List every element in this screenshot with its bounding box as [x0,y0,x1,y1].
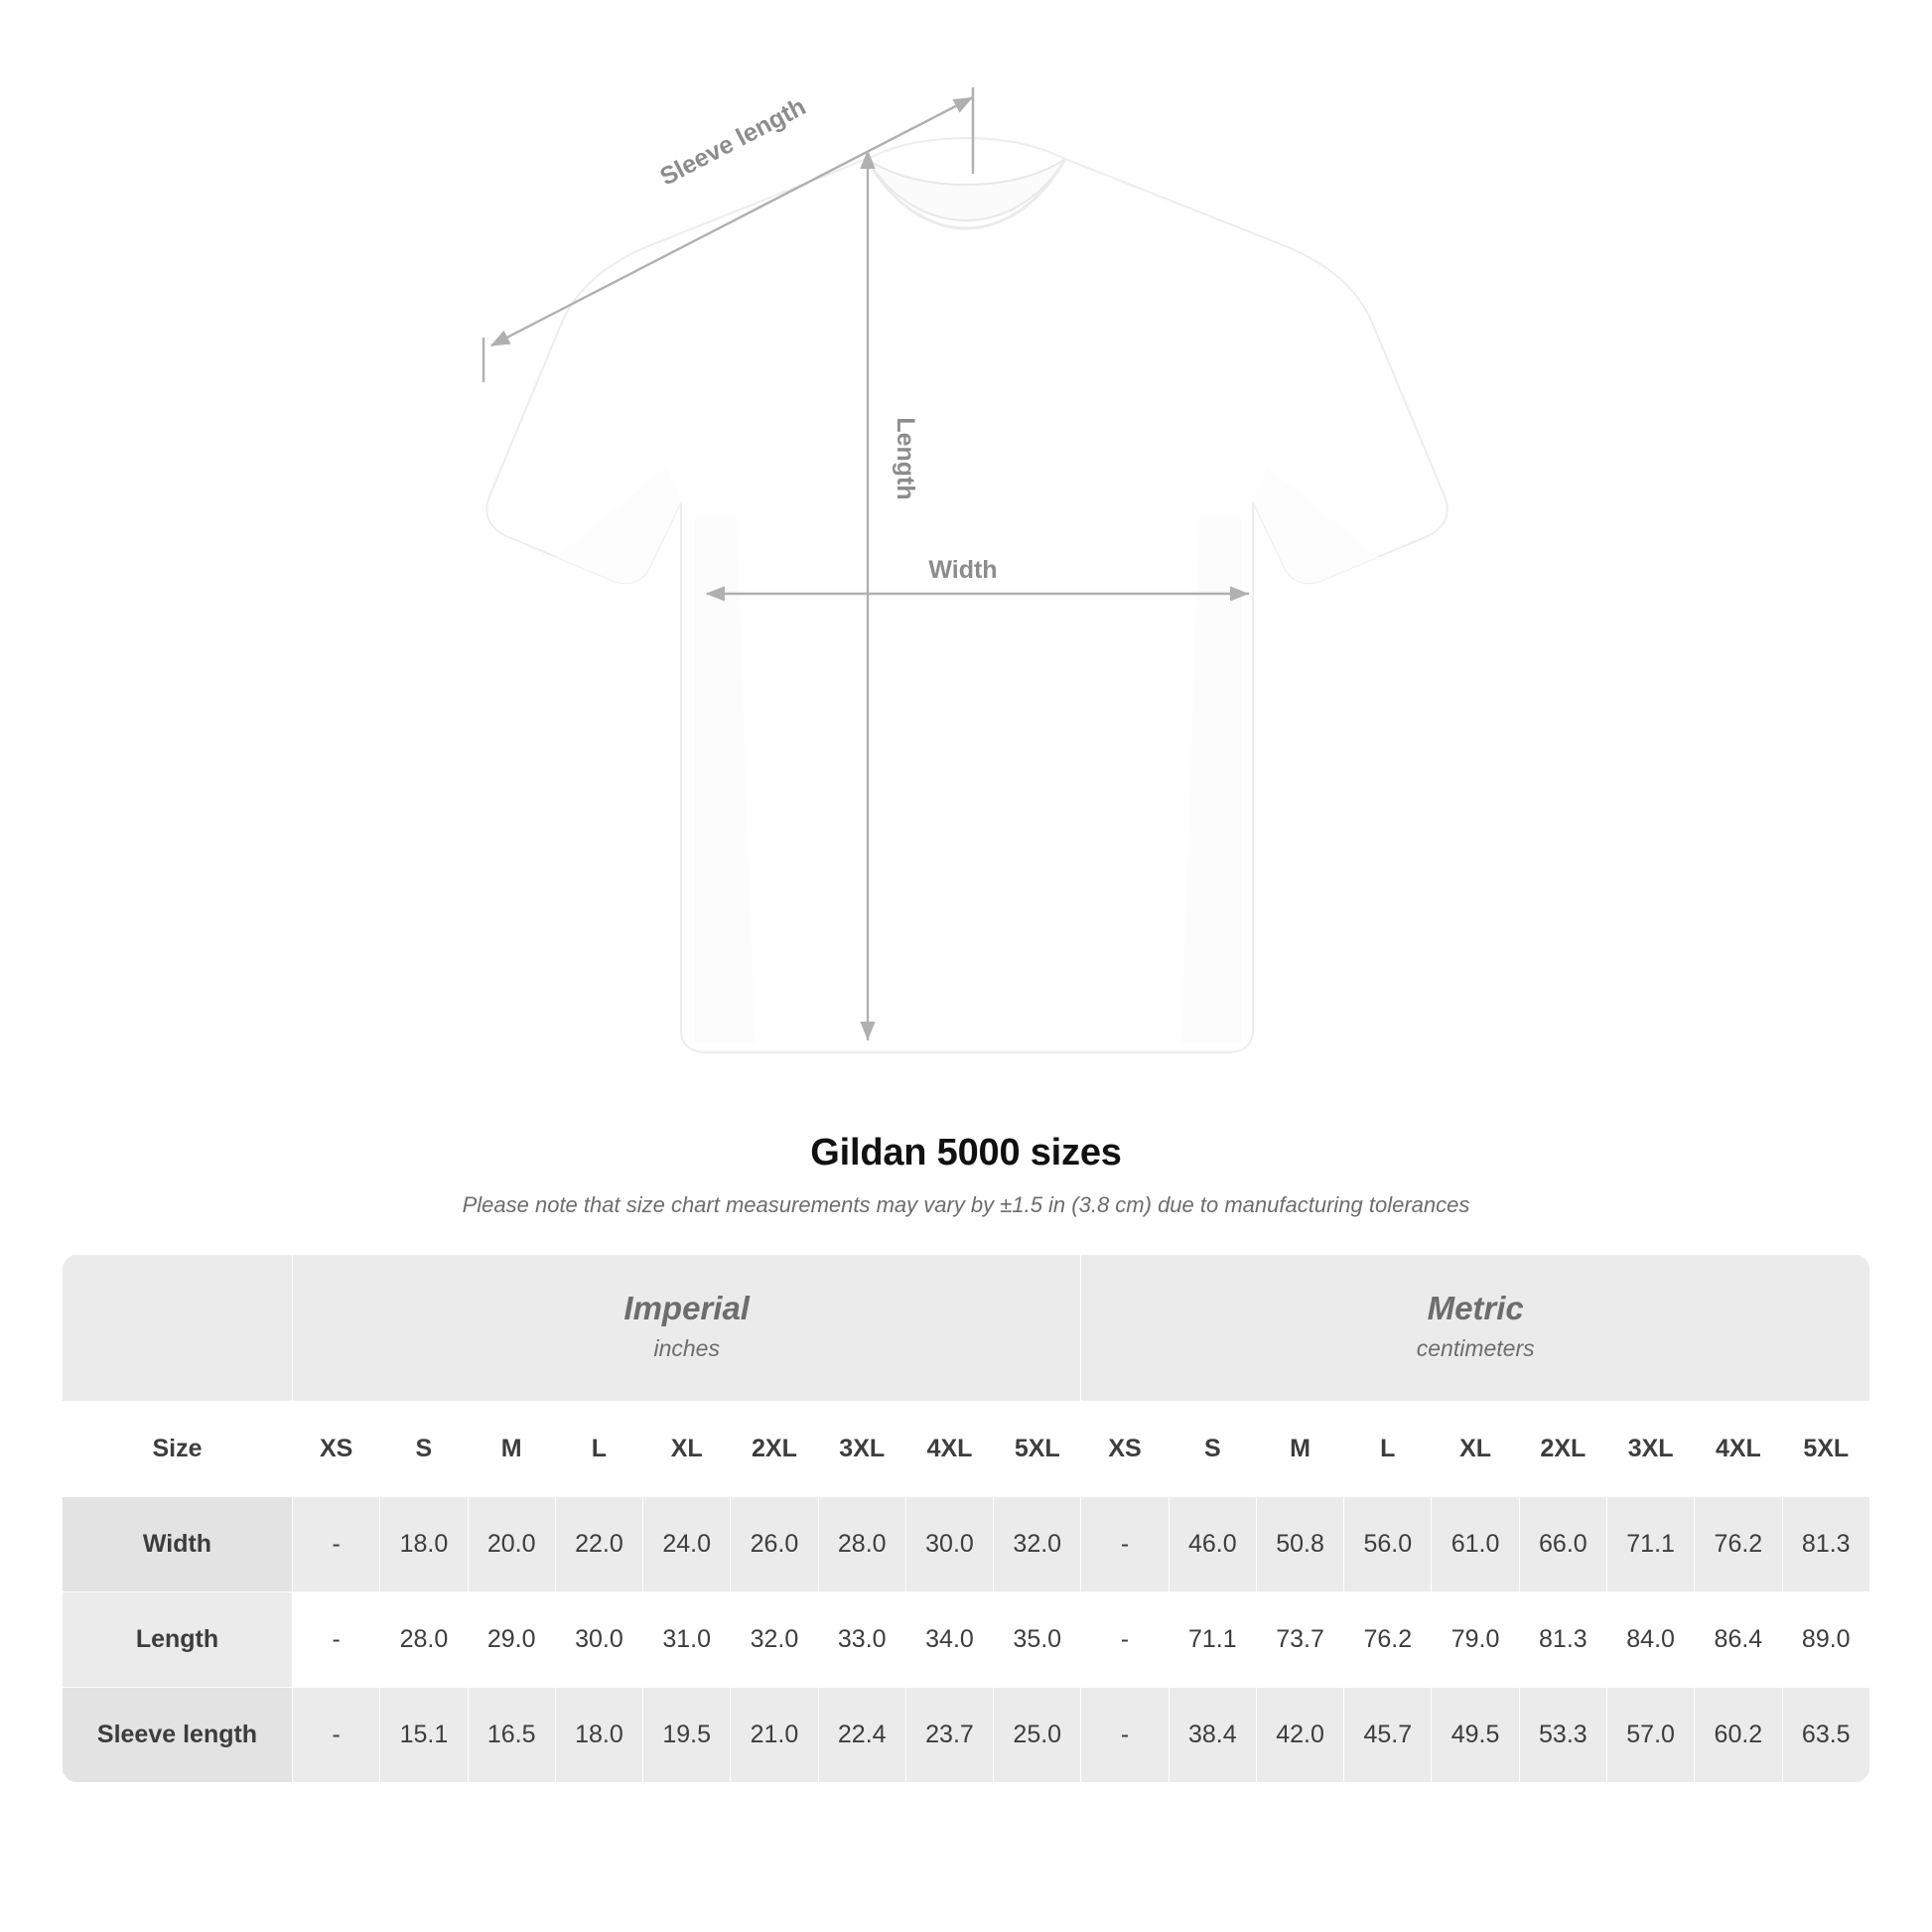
width-label: Width [928,556,998,584]
cell-sleeve-metric-xl: 49.5 [1432,1688,1519,1783]
unit-header-metric [1081,1255,1870,1402]
cell-length-metric-xl: 79.0 [1432,1592,1519,1688]
size-header-row [63,1402,1870,1497]
unit-header-imperial [293,1255,1081,1402]
size-header-metric-2xl: 2XL [1519,1402,1606,1497]
cell-width-metric-m: 50.8 [1256,1497,1343,1592]
cell-length-imperial-xs: - [293,1592,380,1688]
tshirt-shape [486,138,1447,1052]
cell-length-imperial-xl: 31.0 [643,1592,731,1688]
cell-sleeve-metric-3xl: 57.0 [1606,1688,1694,1783]
size-header-metric-5xl: 5XL [1782,1402,1869,1497]
cell-sleeve-metric-5xl: 63.5 [1782,1688,1869,1783]
unit-sub-metric: centimeters [1416,1334,1535,1361]
row-label-length: Length [63,1592,293,1688]
cell-sleeve-imperial-l: 18.0 [555,1688,642,1783]
size-header-imperial-xl: XL [643,1402,731,1497]
unit-sub-imperial: inches [653,1334,720,1361]
corner-cell [63,1255,293,1402]
unit-name-metric: Metric [1427,1289,1524,1326]
size-header-label: Size [63,1402,293,1497]
cell-width-imperial-s: 18.0 [380,1497,468,1592]
size-header-metric-xl: XL [1432,1402,1519,1497]
size-header-metric-3xl: 3XL [1606,1402,1694,1497]
cell-sleeve-metric-2xl: 53.3 [1519,1688,1606,1783]
cell-length-metric-4xl: 86.4 [1695,1592,1782,1688]
cell-sleeve-imperial-m: 16.5 [468,1688,555,1783]
size-header-imperial-4xl: 4XL [905,1402,993,1497]
size-header-imperial-l: L [555,1402,642,1497]
cell-length-imperial-l: 30.0 [555,1592,642,1688]
row-label-sleeve-length: Sleeve length [63,1688,293,1783]
cell-length-metric-5xl: 89.0 [1782,1592,1869,1688]
cell-length-imperial-2xl: 32.0 [731,1592,818,1688]
table-row-width [63,1497,1870,1592]
cell-width-metric-2xl: 66.0 [1519,1497,1606,1592]
size-header-imperial-2xl: 2XL [731,1402,818,1497]
unit-name-imperial: Imperial [623,1289,750,1326]
cell-sleeve-imperial-xl: 19.5 [643,1688,731,1783]
cell-length-imperial-3xl: 33.0 [818,1592,905,1688]
cell-length-imperial-5xl: 35.0 [994,1592,1081,1688]
cell-sleeve-imperial-5xl: 25.0 [994,1688,1081,1783]
table-row-length [63,1592,1870,1688]
cell-width-metric-4xl: 76.2 [1695,1497,1782,1592]
cell-width-metric-5xl: 81.3 [1782,1497,1869,1592]
cell-width-imperial-m: 20.0 [468,1497,555,1592]
cell-width-metric-xs: - [1081,1497,1169,1592]
cell-sleeve-imperial-4xl: 23.7 [905,1688,993,1783]
size-header-metric-s: S [1169,1402,1256,1497]
row-label-width: Width [63,1497,293,1592]
cell-width-imperial-2xl: 26.0 [731,1497,818,1592]
cell-sleeve-metric-s: 38.4 [1169,1688,1256,1783]
size-header-imperial-xs: XS [293,1402,380,1497]
sleeve-length-label: Sleeve length [655,92,811,192]
cell-width-imperial-xs: - [293,1497,380,1592]
cell-sleeve-imperial-xs: - [293,1688,380,1783]
cell-length-imperial-4xl: 34.0 [905,1592,993,1688]
size-header-imperial-3xl: 3XL [818,1402,905,1497]
cell-width-imperial-5xl: 32.0 [994,1497,1081,1592]
unit-header-row [63,1255,1870,1402]
size-table [62,1254,1870,1783]
length-label: Length [892,417,919,500]
cell-length-imperial-s: 28.0 [380,1592,468,1688]
cell-sleeve-imperial-2xl: 21.0 [731,1688,818,1783]
cell-width-imperial-3xl: 28.0 [818,1497,905,1592]
cell-length-imperial-m: 29.0 [468,1592,555,1688]
cell-length-metric-l: 76.2 [1344,1592,1432,1688]
cell-length-metric-m: 73.7 [1256,1592,1343,1688]
size-header-imperial-s: S [380,1402,468,1497]
size-header-imperial-5xl: 5XL [994,1402,1081,1497]
table-row-sleeve-length [63,1688,1870,1783]
size-header-metric-l: L [1344,1402,1432,1497]
page-title: Gildan 5000 sizes [810,1132,1122,1173]
cell-width-metric-s: 46.0 [1169,1497,1256,1592]
size-header-metric-4xl: 4XL [1695,1402,1782,1497]
cell-width-metric-xl: 61.0 [1432,1497,1519,1592]
cell-sleeve-metric-m: 42.0 [1256,1688,1343,1783]
size-header-metric-m: M [1256,1402,1343,1497]
cell-length-metric-xs: - [1081,1592,1169,1688]
cell-length-metric-s: 71.1 [1169,1592,1256,1688]
size-table-wrapper [62,1254,1870,1783]
title-block [0,1132,1932,1218]
cell-width-metric-l: 56.0 [1344,1497,1432,1592]
cell-length-metric-2xl: 81.3 [1519,1592,1606,1688]
cell-width-metric-3xl: 71.1 [1606,1497,1694,1592]
cell-width-imperial-xl: 24.0 [643,1497,731,1592]
cell-sleeve-metric-xs: - [1081,1688,1169,1783]
cell-sleeve-imperial-3xl: 22.4 [818,1688,905,1783]
cell-sleeve-metric-l: 45.7 [1344,1688,1432,1783]
cell-sleeve-metric-4xl: 60.2 [1695,1688,1782,1783]
cell-width-imperial-l: 22.0 [555,1497,642,1592]
size-header-metric-xs: XS [1081,1402,1169,1497]
size-header-imperial-m: M [468,1402,555,1497]
cell-length-metric-3xl: 84.0 [1606,1592,1694,1688]
cell-sleeve-imperial-s: 15.1 [380,1688,468,1783]
cell-width-imperial-4xl: 30.0 [905,1497,993,1592]
tolerance-note: Please note that size chart measurements may vary by ±1.5 in (3.8 cm) due to manufacturing tolerances [462,1192,1470,1217]
